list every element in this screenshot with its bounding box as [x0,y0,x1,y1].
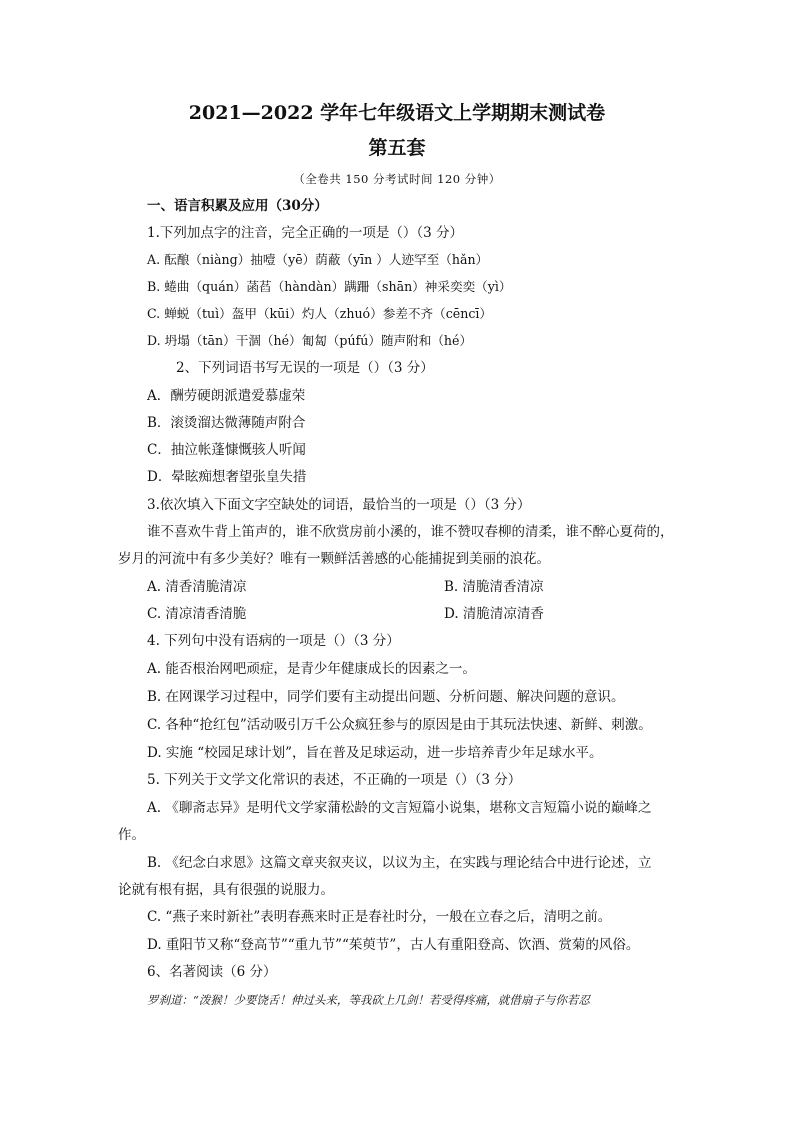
q2-option-a: A．酬劳硬朗派遣爱慕虚荣 [147,388,306,404]
q1-option-c: C. 蝉蜕（tuì）盔甲（kūi）灼人（zhuó）参差不齐（cēncī） [147,306,492,321]
q5-option-b-line1: B. 《纪念白求恩》这篇文章夹叙夹议，以议为主，在实践与理论结合中进行论述，立 [147,855,652,871]
q4-option-c: C. 各种“抢红包”活动吸引万千公众疯狂参与的原因是由于其玩法快速、新鲜、刺激。 [147,717,652,733]
q3-option-d: D. 清脆清凉清香 [444,606,544,622]
q1-option-b: B. 蜷曲（quán）菡萏（hàndàn）蹒跚（shān）神采奕奕（yì） [147,279,512,294]
q2-option-d: D．晕眩痴想奢望张皇失措 [147,469,307,485]
q3-passage-line1: 谁不喜欢牛背上笛声的，谁不欣赏房前小溪的，谁不赞叹春柳的清柔，谁不醉心夏荷的， [147,524,674,540]
page-subtitle: 第五套 [368,137,426,159]
q6-stem: 6、名著阅读（6 分） [147,964,277,980]
page-title: 2021—2022 学年七年级语文上学期期末测试卷 [188,102,606,124]
q2-stem: 2、下列词语书写无误的一项是（）（3 分） [176,360,434,376]
q5-option-d: D. 重阳节又称“登高节”“重九节”“茱萸节”，古人有重阳登高、饮酒、赏菊的风俗。 [147,937,640,953]
q1-stem: 1.下列加点字的注音，完全正确的一项是（）（3 分） [147,225,464,241]
q6-quote: 罗刹道：“泼猴！少要饶舌！伸过头来，等我砍上几剑！若受得疼痛，就借扇子与你若忍 [147,993,590,1007]
q2-option-c: C．抽泣帐蓬慷慨骇人听闻 [147,442,306,458]
q3-passage-line2: 岁月的河流中有多少美好？唯有一颗鲜活善感的心能捕捉到美丽的浪花。 [118,551,550,567]
q4-option-b: B. 在网课学习过程中，同学们要有主动提出问题、分析问题、解决问题的意识。 [147,689,625,705]
q3-option-c: C. 清凉清香清脆 [147,606,247,622]
q5-stem: 5. 下列关于文学文化常识的表述，不正确的一项是（）（3 分） [147,772,522,788]
q4-stem: 4. 下列句中没有语病的一项是（）（3 分） [147,633,400,649]
q5-option-a-line2: 作。 [118,827,145,843]
q4-option-d: D. 实施 “校园足球计划”，旨在普及足球运动，进一步培养青少年足球水平。 [147,745,603,761]
q3-option-b: B. 清脆清香清凉 [444,579,544,595]
section-heading: 一、语言积累及应用（30分） [147,198,328,214]
q1-option-a: A. 酝酿（niàng）抽噎（yē）荫蔽（yīn ）人迹罕至（hǎn） [147,252,489,267]
q5-option-b-line2: 论就有根有据，具有很强的说服力。 [118,882,334,898]
exam-note: （全卷共 150 分考试时间 120 分钟） [293,172,501,186]
q2-option-b: B．滚烫溜达微薄随声附合 [147,415,306,431]
q4-option-a: A. 能否根治网吧顽症，是青少年健康成长的因素之一。 [147,661,476,677]
q5-option-a-line1: A. 《聊斋志异》是明代文学家蒲松龄的文言短篇小说集，堪称文言短篇小说的巅峰之 [147,800,652,816]
q3-option-a: A. 清香清脆清凉 [147,579,247,595]
q3-stem: 3.依次填入下面文字空缺处的词语，最恰当的一项是（）（3 分） [147,497,531,513]
q1-option-d: D. 坍塌（tān）干涸（hé）匍匐（púfú）随声附和（hé） [147,333,473,348]
q5-option-c: C. “燕子来时新社”表明春燕来时正是春社时分，一般在立春之后，清明之前。 [147,909,612,925]
